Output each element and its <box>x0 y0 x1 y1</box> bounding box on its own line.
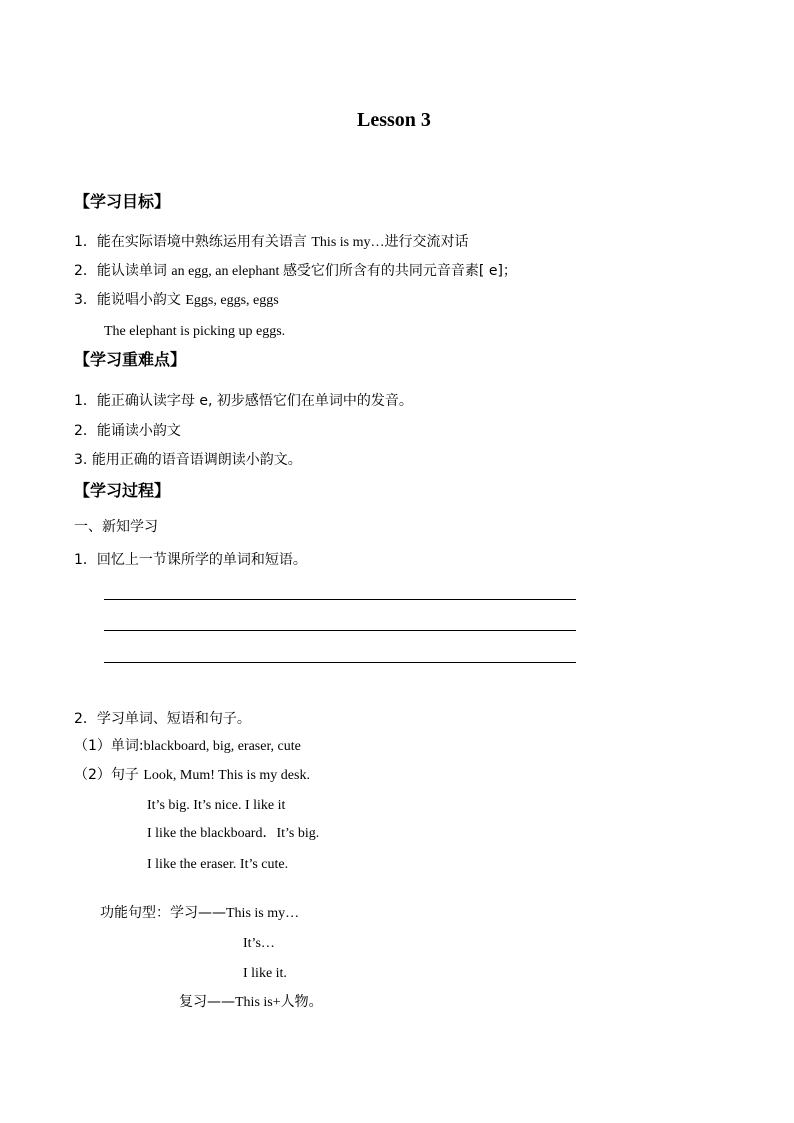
sentences-label: （2）句子 <box>74 767 144 783</box>
key-point-item-1 <box>74 392 413 410</box>
key-point-item-3 <box>74 451 302 469</box>
objective-item-2 <box>74 262 517 281</box>
rhyme-line: The elephant is picking up eggs. <box>104 324 286 339</box>
key-point-text: 能正确认读字母 e, 初步感悟它们在单词中的发音。 <box>96 393 413 409</box>
words-label: （1）单词: <box>74 738 144 754</box>
pattern-line: I like it. <box>243 966 287 981</box>
patterns-label: 功能句型：学习—— <box>100 905 226 921</box>
objective-item-1 <box>74 233 469 252</box>
answer-line-2[interactable] <box>104 630 576 631</box>
key-points-heading-text: 【学习重难点】 <box>74 350 187 369</box>
patterns-first-line <box>100 904 299 923</box>
step-text: 学习单词、短语和句子。 <box>96 711 251 727</box>
words-line <box>74 737 301 756</box>
pattern-line: It’s… <box>243 936 275 951</box>
key-point-number: 3. <box>74 452 92 468</box>
objective-item-3 <box>74 291 279 310</box>
objective-text-cn: 能在实际语境中熟练运用有关语言 <box>96 234 312 250</box>
objective-text-cn-tail: 进行交流对话 <box>384 234 469 250</box>
key-point-text: 能诵读小韵文 <box>96 423 181 439</box>
objective-text-en: This is my… <box>311 235 385 250</box>
step-text: 回忆上一节课所学的单词和短语。 <box>96 552 307 568</box>
step-2 <box>74 710 251 728</box>
review-line <box>179 993 323 1012</box>
objective-text-en: an egg, an elephant <box>171 264 283 279</box>
sentence-line: I like the blackboard．It’s big. <box>147 826 320 841</box>
key-point-number: 2． <box>74 423 97 439</box>
step-1 <box>74 551 307 569</box>
objective-number: 2． <box>74 263 97 279</box>
objective-number: 3． <box>74 292 97 308</box>
answer-line-1[interactable] <box>104 599 576 600</box>
objective-text-cn: 能说唱小韵文 <box>96 292 186 308</box>
sentences-first-line <box>74 766 310 785</box>
sentence-text: Look, Mum! This is my desk. <box>143 768 310 783</box>
words-text: blackboard, big, eraser, cute <box>143 739 301 754</box>
section-heading-key-points <box>74 349 186 371</box>
key-point-text: 能用正确的语音语调朗读小韵文。 <box>91 452 302 468</box>
answer-line-3[interactable] <box>104 662 576 663</box>
sentence-line: It’s big. It’s nice. I like it <box>147 798 286 813</box>
process-heading-text: 【学习过程】 <box>74 481 171 500</box>
objective-text-cn: 能认读单词 <box>96 263 172 279</box>
pattern-text: This is my… <box>226 906 300 921</box>
objective-text-en: Eggs, eggs, eggs <box>185 293 279 308</box>
step-number: 2． <box>74 711 97 727</box>
step-number: 1． <box>74 552 97 568</box>
part-label: 一、新知学习 <box>74 519 158 535</box>
review-label: 复习—— <box>179 994 235 1010</box>
section-heading-process <box>74 480 170 502</box>
page-title: Lesson 3 <box>357 109 431 131</box>
objective-text-cn-tail: 感受它们所含有的共同元音音素[ e]； <box>282 263 517 279</box>
key-point-item-2 <box>74 422 181 440</box>
objective-number: 1． <box>74 234 97 250</box>
key-point-number: 1． <box>74 393 97 409</box>
sentence-line: I like the eraser. It’s cute. <box>147 857 289 872</box>
section-heading-objectives: 【学习目标】 <box>74 192 171 211</box>
review-text: This is+人物。 <box>235 995 323 1010</box>
